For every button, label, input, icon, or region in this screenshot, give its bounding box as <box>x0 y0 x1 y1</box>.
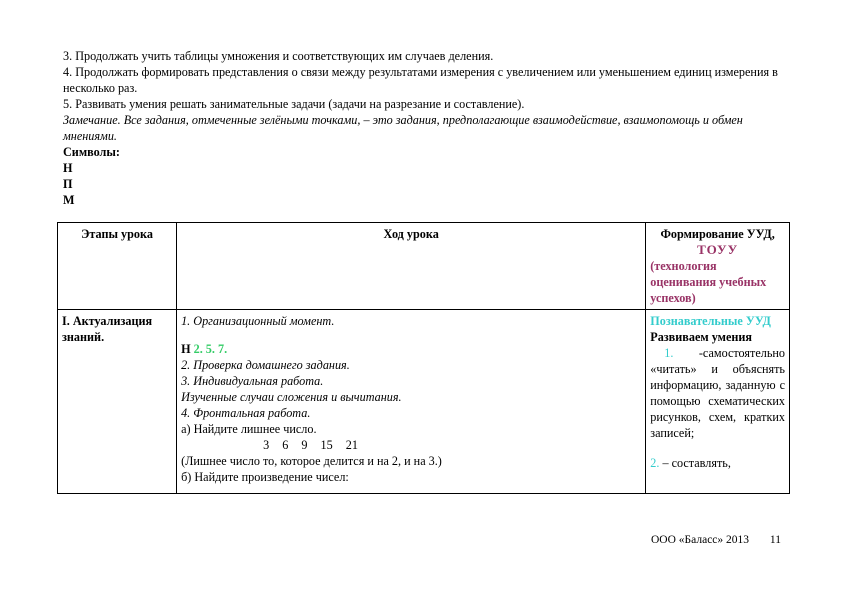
page-number: 11 <box>769 534 781 546</box>
uud-item-1 <box>650 345 785 441</box>
intro-block <box>63 48 793 208</box>
uud-develop: Развиваем умения <box>650 330 753 344</box>
header-course: Ход урока <box>177 223 646 310</box>
note: Замечание. Все задания, отмеченные зелёными точками, – это задания, предполагающие взаимодействие, взаимопомощь и обмен мнениями. <box>63 113 743 143</box>
task-b: б) Найдите произведение чисел: <box>181 470 349 484</box>
uud-item-1-text: -самостоятельно «читать» и объяснять информацию, заданную с помощью схематических рисунков, схем, кратких записей; <box>650 346 785 440</box>
task-a-numbers: 3 6 9 15 21 <box>263 438 358 452</box>
task-a: а) Найдите лишнее число. <box>181 422 317 436</box>
uud-item-1-num: 1. <box>664 346 674 360</box>
course-cell <box>177 310 646 494</box>
header-stages: Этапы урока <box>58 223 177 310</box>
table-row <box>58 310 790 494</box>
header-touu: ТОУУ <box>697 242 739 257</box>
course-item-1: 1. Организационный момент. <box>181 314 335 328</box>
symbol-m: М <box>63 193 75 207</box>
lesson-table <box>57 222 790 494</box>
page-footer <box>651 534 781 546</box>
goal-4: 4. Продолжать формировать представления о связи между результатами измерения с увеличением или уменьшением единиц измерения в несколько раз. <box>63 65 778 95</box>
goal-3: 3. Продолжать учить таблицы умножения и соответствующих им случаев деления. <box>63 49 494 63</box>
course-item-4: 4. Фронтальная работа. <box>181 406 311 420</box>
header-touu-desc: (технология оценивания учебных успехов) <box>650 259 767 305</box>
course-item-2: 2. Проверка домашнего задания. <box>181 358 350 372</box>
symbol-p: П <box>63 177 73 191</box>
goal-5: 5. Развивать умения решать занимательные задачи (задачи на разрезание и составление). <box>63 97 525 111</box>
symbols-label: Символы: <box>63 145 120 159</box>
stage-cell: I. Актуализация знаний. <box>58 310 177 494</box>
uud-cell <box>646 310 790 494</box>
course-item-3-sub: Изученные случаи сложения и вычитания. <box>181 390 402 404</box>
footer-publisher: ООО «Баласс» 2013 <box>651 534 750 546</box>
green-numbers: 2. 5. 7. <box>193 342 228 356</box>
symbol-line <box>181 341 641 357</box>
task-a-note: (Лишнее число то, которое делится и на 2, и на 3.) <box>181 454 442 468</box>
header-uud <box>646 223 790 310</box>
symbol-n: Н <box>63 161 73 175</box>
uud-item-2-text: – составлять, <box>662 456 731 470</box>
uud-title: Познавательные УУД <box>650 314 771 328</box>
table-header-row <box>58 223 790 310</box>
uud-item-2-num: 2. <box>650 456 660 470</box>
symbol-n-label: Н <box>181 342 191 356</box>
course-item-3: 3. Индивидуальная работа. <box>181 374 324 388</box>
header-uud-title: Формирование УУД, <box>660 227 775 241</box>
uud-item-2 <box>650 455 785 471</box>
